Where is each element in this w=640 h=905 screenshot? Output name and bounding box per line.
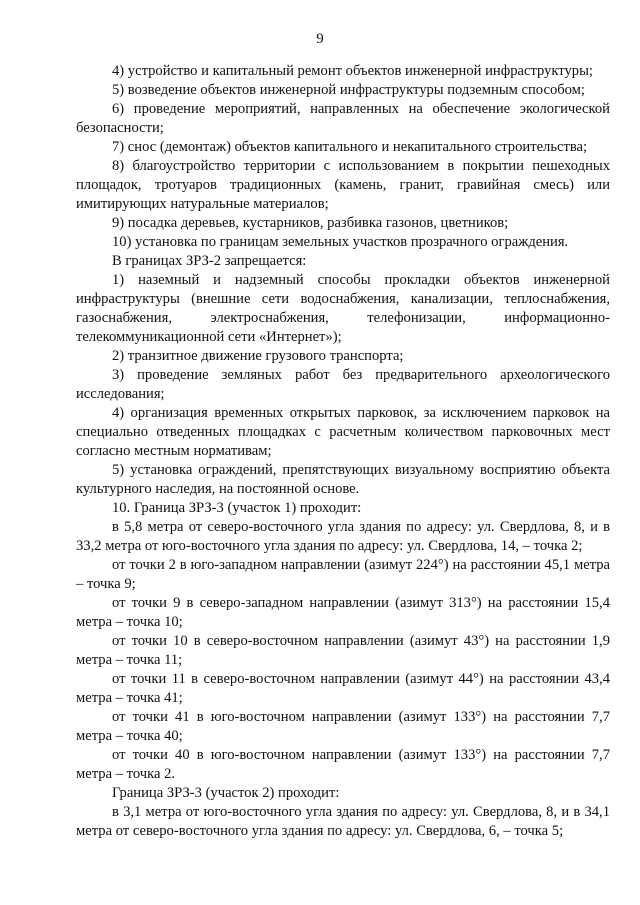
- paragraph: от точки 2 в юго-западном направлении (азимут 224°) на расстоянии 45,1 метра – точка 9;: [76, 557, 610, 592]
- paragraph: 1) наземный и надземный способы прокладки объектов инженерной инфраструктуры (внешние сети водоснабжения, канализации, теплоснабжения, газоснабжения, электроснабжения, телефонизации, информационно-телекоммуникационной сети «Интернет»);: [76, 272, 610, 345]
- paragraph: от точки 9 в северо-западном направлении (азимут 313°) на расстоянии 15,4 метра – точка 10;: [76, 595, 610, 630]
- paragraph: в 3,1 метра от юго-восточного угла здания по адресу: ул. Свердлова, 8, и в 34,1 метра от северо-восточного угла здания по адресу: ул. Свердлова, 6, – точка 5;: [76, 804, 610, 839]
- paragraph: от точки 40 в юго-восточном направлении (азимут 133°) на расстоянии 7,7 метра – точка 2.: [76, 747, 610, 782]
- paragraph: от точки 10 в северо-восточном направлении (азимут 43°) на расстоянии 1,9 метра – точка 11;: [76, 633, 610, 668]
- paragraph: В границах ЗРЗ-2 запрещается:: [112, 253, 307, 269]
- paragraph: 8) благоустройство территории с использованием в покрытии пешеходных площадок, тротуаров традиционных (камень, гранит, гравийная смесь) или имитирующих натуральные материалов;: [76, 158, 610, 212]
- paragraph: 7) снос (демонтаж) объектов капитального и некапитального строительства;: [112, 139, 588, 155]
- paragraph: 5) установка ограждений, препятствующих визуальному восприятию объекта культурного наследия, на постоянной основе.: [76, 462, 610, 497]
- document-body: [76, 62, 610, 841]
- paragraph: от точки 41 в юго-восточном направлении (азимут 133°) на расстоянии 7,7 метра – точка 40;: [76, 709, 610, 744]
- paragraph: 10. Граница ЗРЗ-3 (участок 1) проходит:: [112, 500, 362, 516]
- paragraph: 4) организация временных открытых парковок, за исключением парковок на специально отведенных площадках с расчетным количеством парковочных мест согласно местным нормативам;: [76, 405, 610, 459]
- paragraph: 2) транзитное движение грузового транспорта;: [112, 348, 404, 364]
- paragraph: 10) установка по границам земельных участков прозрачного ограждения.: [112, 234, 569, 250]
- paragraph: 4) устройство и капитальный ремонт объектов инженерной инфраструктуры;: [112, 63, 593, 79]
- paragraph: 5) возведение объектов инженерной инфраструктуры подземным способом;: [112, 82, 585, 98]
- paragraph: 3) проведение земляных работ без предварительного археологического исследования;: [76, 367, 610, 402]
- paragraph: от точки 11 в северо-восточном направлении (азимут 44°) на расстоянии 43,4 метра – точка 41;: [76, 671, 610, 706]
- paragraph: 9) посадка деревьев, кустарников, разбивка газонов, цветников;: [112, 215, 509, 231]
- paragraph: Граница ЗРЗ-3 (участок 2) проходит:: [112, 785, 340, 801]
- paragraph: в 5,8 метра от северо-восточного угла здания по адресу: ул. Свердлова, 8, и в 33,2 метра от юго-восточного угла здания по адресу: ул. Свердлова, 14, – точка 2;: [76, 519, 610, 554]
- page-number: 9: [316, 31, 324, 47]
- paragraph: 6) проведение мероприятий, направленных на обеспечение экологической безопасности;: [76, 101, 610, 136]
